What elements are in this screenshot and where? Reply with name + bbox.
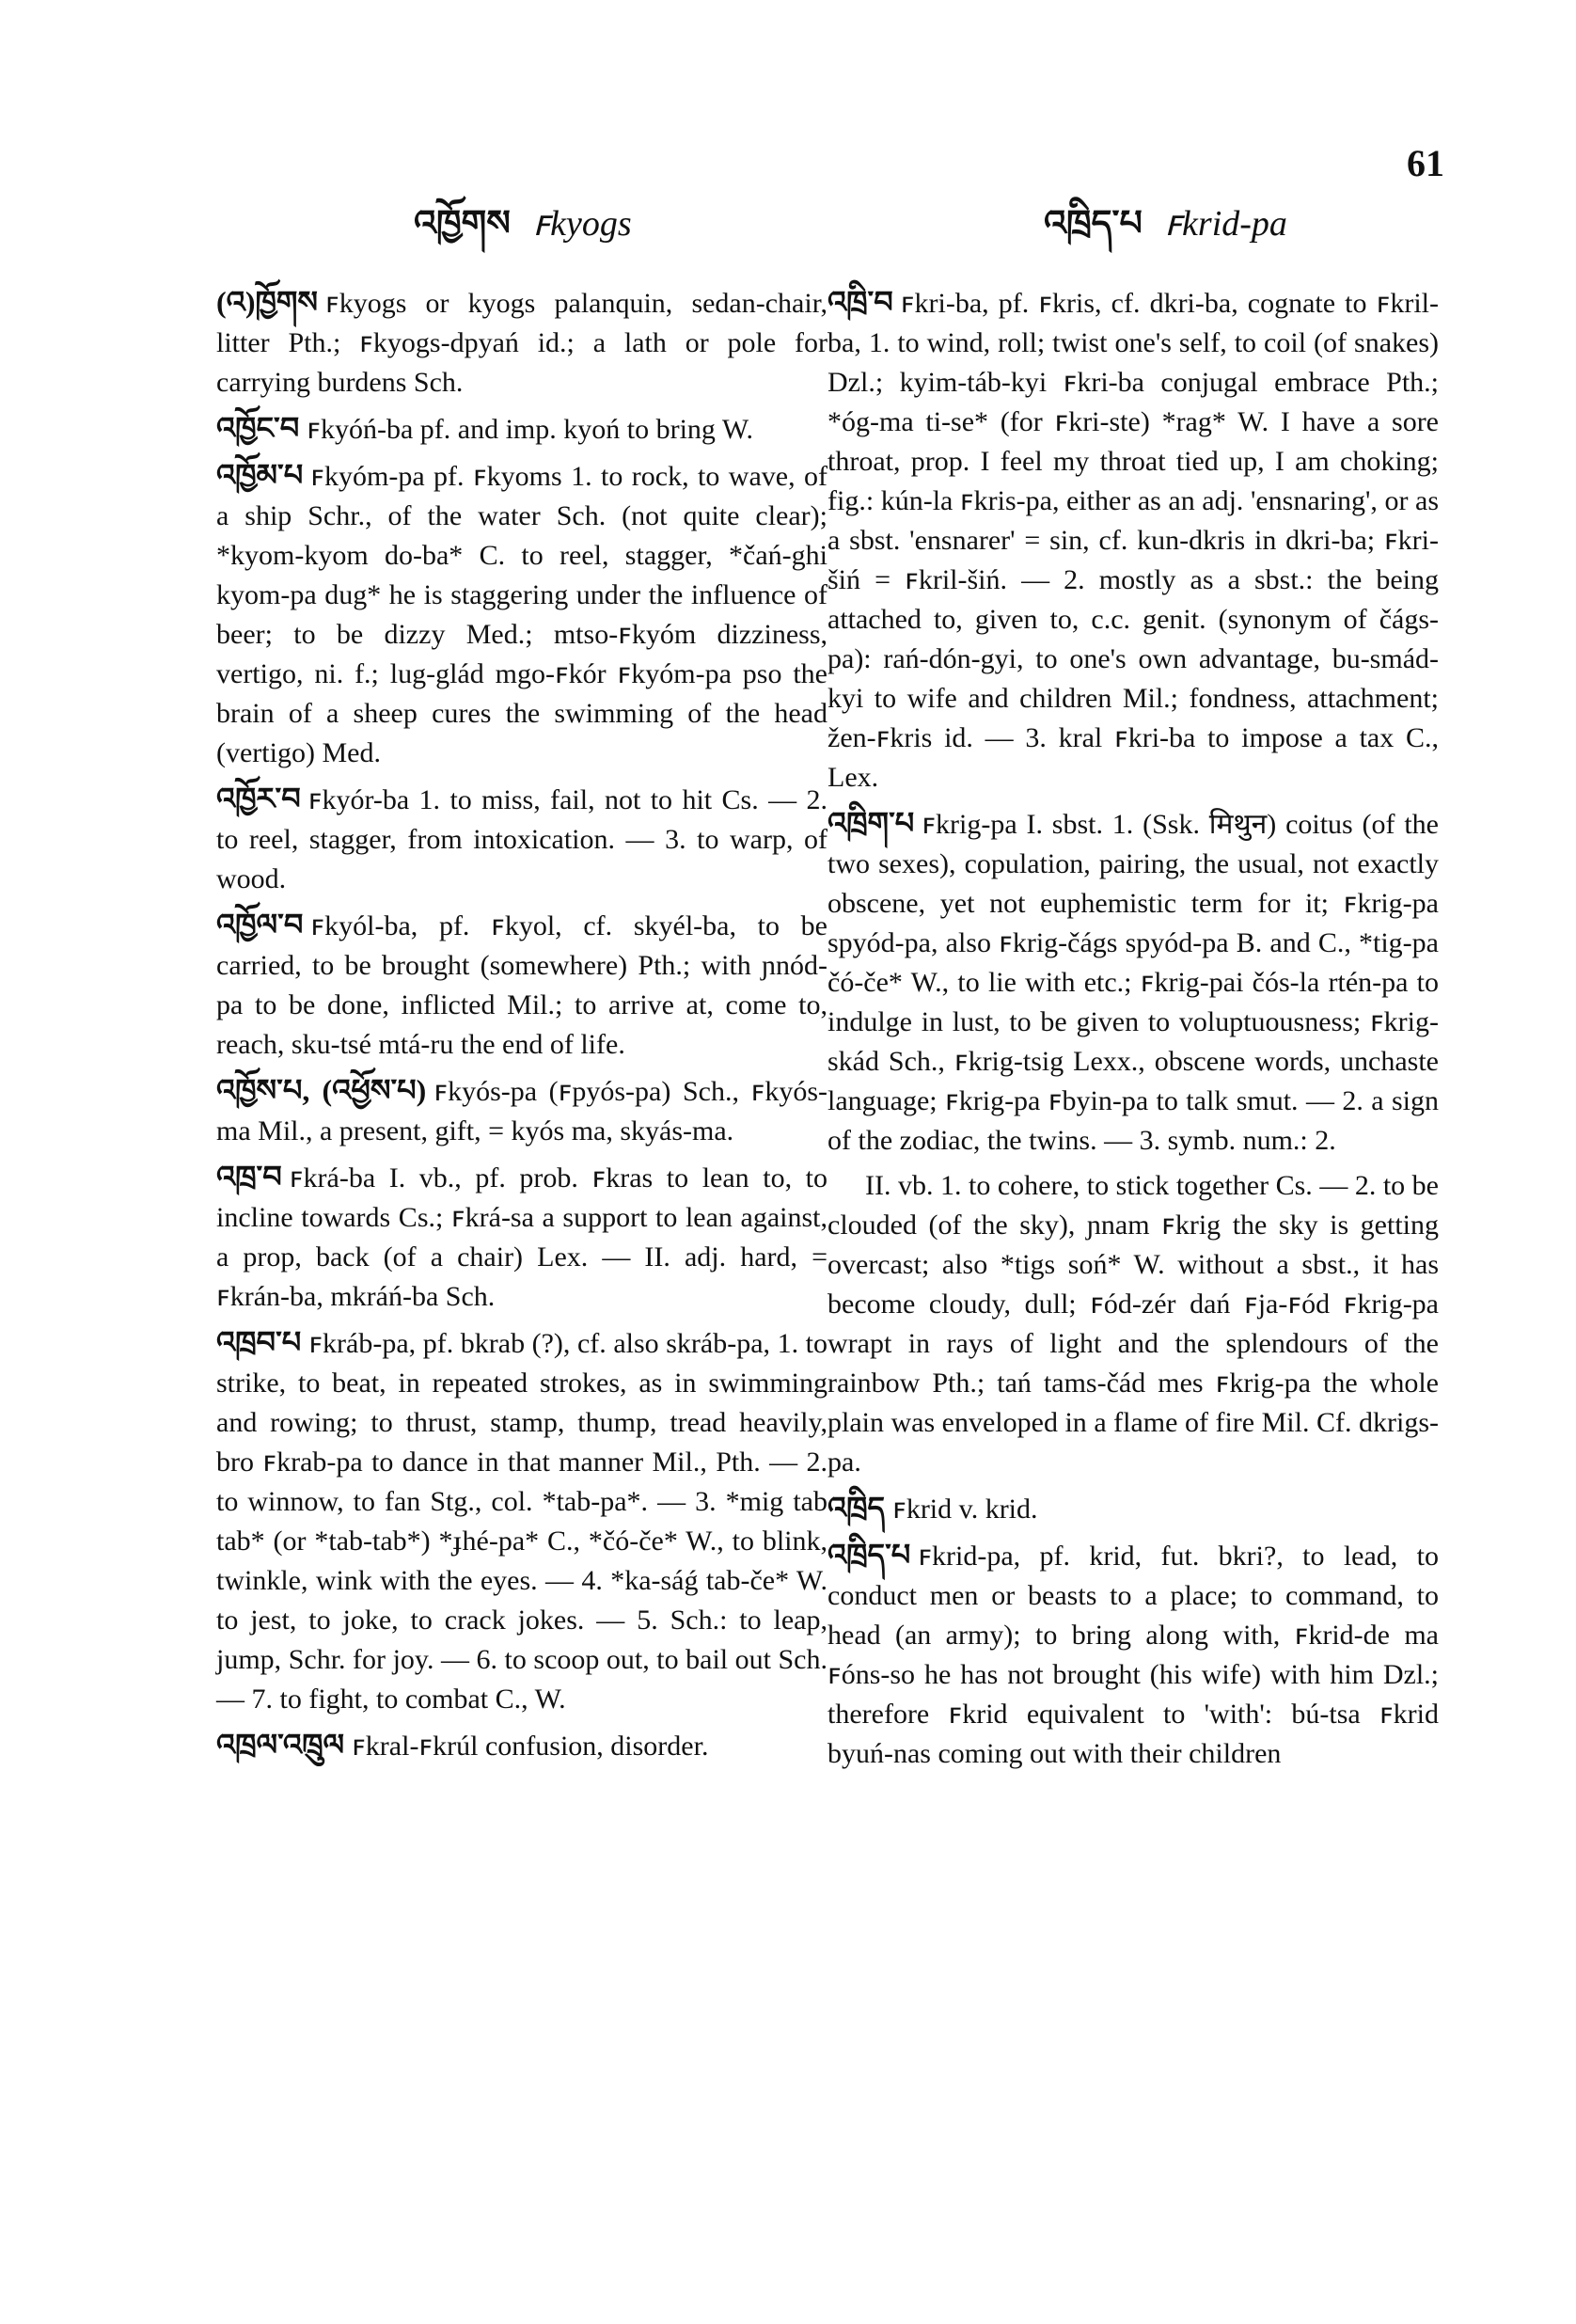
running-header-left — [414, 183, 632, 284]
entry-definition: ꜰkyós-pa (ꜰpyós-pa) Sch., ꜰkyós-ma Mil., a present, gift, = kyós ma, skyás-ma. — [216, 1076, 827, 1146]
entry-headword: འཁྲལ་འཁྲུལ — [216, 1728, 345, 1762]
entry-definition: ꜰkri-ba, pf. ꜰkris, cf. dkri-ba, cognate to ꜰkril-ba, 1. to wind, roll; twist one's self, to coil (of snakes) Dzl.; kyim-táb-kyi ꜰkri-ba conjugal embrace Pth.; *óg-ma ti-se* (for ꜰkri-ste) *rag* W. I have a sore throat, prop. I feel my throat tied up, I am choking; fig.: kún-la ꜰkris-pa, either as an adj. 'ensnaring', or as a sbst. 'ensnarer' = sin, cf. kun-dkris in dkri-ba; ꜰkri-šiń = ꜰkril-šiń. — 2. mostly as a sbst.: the being attached to, given to, c.c. genit. (synonym of čágs-pa): rań-dón-gyi, to one's own advantage, bu-smád-kyi to wife and children Mil.; fondness, attachment; žen-ꜰkris id. — 3. kral ꜰkri-ba to impose a tax C., Lex. — [827, 288, 1439, 793]
dictionary-entry — [827, 803, 1439, 1161]
dictionary-entry — [216, 779, 827, 899]
header-left-tibetan: འཁྱོགས — [414, 204, 511, 244]
entry-headword: འཁྲིད — [827, 1491, 886, 1525]
dictionary-entry — [216, 282, 827, 403]
dictionary-entry — [216, 408, 827, 450]
page-number: 61 — [1407, 142, 1444, 184]
entry-headword: འཁྲི་བ — [827, 285, 893, 319]
dictionary-entry — [216, 1157, 827, 1317]
header-right-romanized: ꜰkrid-pa — [1164, 204, 1287, 244]
dictionary-entry — [216, 1725, 827, 1766]
entry-headword: འཁྲ་བ — [216, 1160, 282, 1194]
header-right-tibetan: འཁྲིད་པ — [1044, 204, 1143, 244]
entry-headword: འཁྲིག་པ — [827, 806, 915, 840]
entry-definition: ꜰkrid v. krid. — [892, 1494, 1038, 1525]
dictionary-entry — [827, 1488, 1439, 1529]
entry-definition: ꜰkyóń-ba pf. and imp. kyoń to bring W. — [307, 414, 753, 445]
dictionary-entry — [216, 1322, 827, 1719]
entry-definition: ꜰkrig-pa I. sbst. 1. (Ssk. मिथुन) coitus (of the two sexes), copulation, pairing, the usual, not exactly obscene, yet not euphemistic term for it; ꜰkrig-pa spyód-pa, also ꜰkrig-čágs spyód-pa B. and C., *tig-pa čó-če* W., to lie with etc.; ꜰkrig-pai čós-la rtén-pa to indulge in lust, to be given to voluptuousness; ꜰkrig-skád Sch., ꜰkrig-tsig Lexx., obscene words, unchaste language; ꜰkrig-pa ꜰbyin-pa to talk smut. — 2. a sign of the zodiac, the twins. — 3. symb. num.: 2. — [827, 809, 1439, 1156]
dictionary-entry — [216, 455, 827, 773]
entry-definition: ꜰkyogs or kyogs palanquin, sedan-chair, litter Pth.; ꜰkyogs-dpyań id.; a lath or pole for carrying burdens Sch. — [216, 288, 827, 398]
entry-definition: ꜰkrá-ba I. vb., pf. prob. ꜰkras to lean to, to incline towards Cs.; ꜰkrá-sa a support to lean against, a prop, back (of a chair) Lex. — II. adj. hard, = ꜰkrán-ba, mkráń-ba Sch. — [216, 1162, 827, 1312]
entry-headword: འཁྱོང་བ — [216, 411, 300, 445]
running-header-right — [1044, 183, 1287, 284]
entry-definition: ꜰkrid-pa, pf. krid, fut. bkri?, to lead, to conduct men or beasts to a place; to command, to head (an army); to bring along with, ꜰkrid-de ma ꜰóns-so he has not brought (his wife) with him Dzl.; therefore ꜰkrid equivalent to 'with': bú-tsa ꜰkrid byuń-nas coming out with their children — [827, 1541, 1439, 1769]
entry-headword: འཁྱོར་བ — [216, 782, 301, 815]
entry-definition: ꜰkyór-ba 1. to miss, fail, not to hit Cs. — 2. to reel, stagger, from intoxication. — 3. to warp, of wood. — [216, 784, 827, 894]
entry-headword: འཁྲིད་པ — [827, 1538, 911, 1572]
left-column — [216, 282, 827, 1772]
header-left-romanized: ꜰkyogs — [532, 204, 632, 244]
entry-definition: ꜰkyóm-pa pf. ꜰkyoms 1. to rock, to wave, of a ship Schr., of the water Sch. (not quite clear); *kyom-kyom do-ba* C. to reel, stagger, *čań-ghi kyom-pa dug* he is staggering under the influence of beer; to be dizzy Med.; mtso-ꜰkyóm dizziness, vertigo, ni. f.; lug-glád mgo-ꜰkór ꜰkyóm-pa pso the brain of a sheep cures the swimming of the head (vertigo) Med. — [216, 461, 827, 768]
entry-definition: II. vb. 1. to cohere, to stick together Cs. — 2. to be clouded (of the sky), ɲnam ꜰkrig the sky is getting overcast; also *tigs soń* W. without a sbst., it has become cloudy, dull; ꜰód-zér dań ꜰja-ꜰód ꜰkrig-pa wrapt in rays of light and the splendours of the rainbow Pth.; tań tams-čád mes ꜰkrig-pa the whole plain was enveloped in a flame of fire Mil. Cf. dkrigs-pa. — [827, 1170, 1439, 1478]
entry-headword: འཁྱོམ་པ — [216, 458, 304, 492]
entry-definition: ꜰkyól-ba, pf. ꜰkyol, cf. skyél-ba, to be carried, to be brought (somewhere) Pth.; with ɲnód-pa to be done, inflicted Mil.; to arrive at, come to, reach, sku-tsé mtá-ru the end of life. — [216, 910, 827, 1060]
dictionary-entry — [827, 1535, 1439, 1774]
dictionary-entry — [216, 1070, 827, 1151]
right-column — [827, 282, 1439, 1779]
entry-headword: འཁྲབ་པ — [216, 1325, 302, 1359]
dictionary-entry — [827, 282, 1439, 798]
entry-headword: འཁྱོས་པ, (འཕྱོས་པ) — [216, 1073, 427, 1107]
entry-definition: ꜰkráb-pa, pf. bkrab (?), cf. also skráb-pa, 1. to strike, to beat, in repeated strokes, as in swimming and rowing; to thrust, stamp, thump, tread heavily, bro ꜰkrab-pa to dance in that manner Mil., Pth. — 2. to winnow, to fan Stg., col. *tab-pa*. — 3. *mig tab tab* (or *tab-tab*) *ɟhé-pa* C., *čó-če* W., to blink, twinkle, wink with the eyes. — 4. *ka-sáǵ tab-če* W. to jest, to joke, to crack jokes. — 5. Sch.: to leap, jump, Schr. for joy. — 6. to scoop out, to bail out Sch. — 7. to fight, to combat C., W. — [216, 1328, 827, 1715]
entry-headword: འཁྱོལ་བ — [216, 908, 304, 941]
dictionary-entry — [827, 1166, 1439, 1482]
entry-definition: ꜰkral-ꜰkrúl confusion, disorder. — [352, 1731, 709, 1762]
entry-headword: (འ)ཁྱོགས — [216, 285, 319, 319]
dictionary-entry — [216, 905, 827, 1065]
